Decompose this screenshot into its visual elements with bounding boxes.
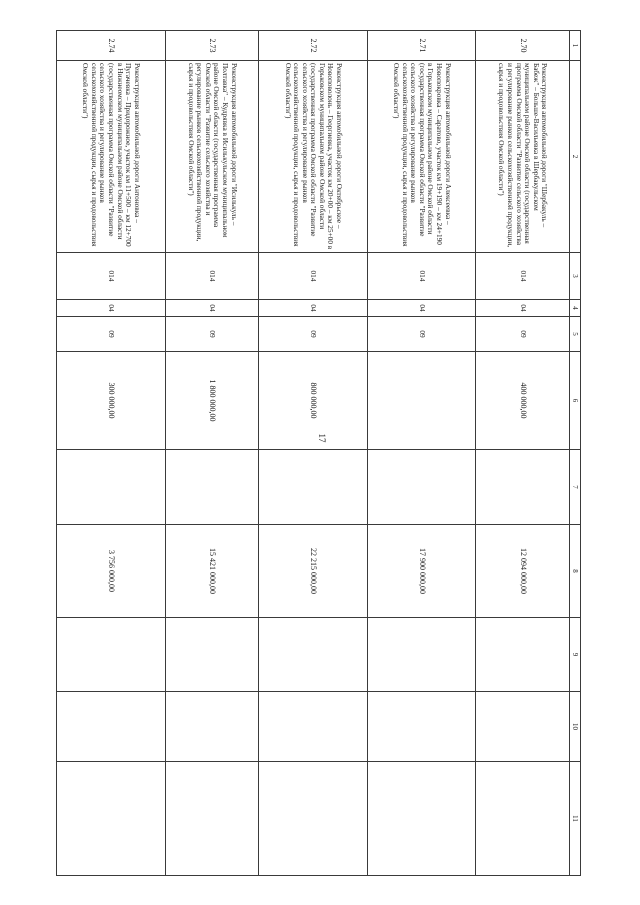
cell-col-11 (476, 762, 570, 876)
cell-col-5: 09 (57, 317, 166, 352)
table-row (259, 31, 368, 876)
cell-col-8: 12 094 000,00 (476, 525, 570, 618)
page-number: 17 (317, 433, 327, 443)
row-number: 2.72 (259, 31, 368, 61)
cell-col-6: 400 000,00 (476, 352, 570, 450)
cell-col-8: 17 900 000,00 (367, 525, 476, 618)
cell-col-11 (367, 762, 476, 876)
table-row (57, 31, 166, 876)
column-header-7: 7 (570, 450, 581, 525)
cell-col-10 (57, 692, 166, 762)
cell-col-3: 014 (57, 253, 166, 300)
cell-col-6: 1 800 000,00 (165, 352, 259, 450)
cell-col-4: 04 (165, 300, 259, 317)
cell-col-8: 15 421 000,00 (165, 525, 259, 618)
column-header-2: 2 (570, 61, 581, 253)
row-number: 2.73 (165, 31, 259, 61)
column-header-4: 4 (570, 300, 581, 317)
cell-col-10 (476, 692, 570, 762)
cell-col-7 (165, 450, 259, 525)
cell-col-6 (367, 352, 476, 450)
cell-col-11 (57, 762, 166, 876)
cell-col-5: 09 (259, 317, 368, 352)
cell-col-9 (57, 618, 166, 692)
cell-col-10 (367, 692, 476, 762)
project-description: Реконструкция автомобильной дороги "Шербакуль – Бабеж" – Больше-Васильевка в Шербакульском муниципальном районе Омской области (государственная программа Омской области "Развитие сельского хозяйства и регулирование рынков сельскохозяйственной продукции, сырья и продовольствия Омской области") (476, 61, 570, 253)
cell-col-7 (57, 450, 166, 525)
column-header-9: 9 (570, 618, 581, 692)
row-number: 2.71 (367, 31, 476, 61)
cell-col-3: 014 (367, 253, 476, 300)
cell-col-3: 014 (476, 253, 570, 300)
cell-col-3: 014 (259, 253, 368, 300)
cell-col-7 (367, 450, 476, 525)
cell-col-8: 22 215 000,00 (259, 525, 368, 618)
cell-col-5: 09 (165, 317, 259, 352)
cell-col-7 (259, 450, 368, 525)
column-header-6: 6 (570, 352, 581, 450)
cell-col-4: 04 (367, 300, 476, 317)
row-number: 2.74 (57, 31, 166, 61)
table-row (476, 31, 570, 876)
cell-col-5: 09 (476, 317, 570, 352)
project-description: Реконструкция автомобильной дороги Антоновка – Пугачевка – Придорожное, участок км 11+500 – км 12+700 в Нижнеомском муниципальном районе Омской области (государственная программа Омской области "Развитие сельского хозяйства и регулирование рынков сельскохозяйственной продукции, сырья и продовольствия Омской области") (57, 61, 166, 253)
cell-col-9 (476, 618, 570, 692)
cell-col-4: 04 (57, 300, 166, 317)
cell-col-8: 3 756 000,00 (57, 525, 166, 618)
rotated-page-content (56, 30, 581, 875)
cell-col-6: 800 000,00 (259, 352, 368, 450)
budget-table (56, 30, 581, 876)
column-header-5: 5 (570, 317, 581, 352)
project-description: Реконструкция автомобильной дороги "Исилькуль – Полтавка" – Кудрявка в Исилькульском муниципальном районе Омской области (государственная программа Омской области "Развитие сельского хозяйства и регулирование рынков сельскохозяйственной продукции, сырья и продовольствия Омской области") (165, 61, 259, 253)
table-row (165, 31, 259, 876)
cell-col-10 (259, 692, 368, 762)
row-number: 2.70 (476, 31, 570, 61)
cell-col-9 (165, 618, 259, 692)
cell-col-11 (165, 762, 259, 876)
project-description: Реконструкция автомобильной дороги Октябрьское – Новоповолонь – Георгиевка, участок км 20+00 – км 25+00 в Горьковском муниципальном районе Омской области (государственная программа Омской области "Развитие сельского хозяйства и регулирование рынков сельскохозяйственной продукции, сырья и продовольствия Омской области") (259, 61, 368, 253)
column-header-10: 10 (570, 692, 581, 762)
column-header-1: 1 (570, 31, 581, 61)
cell-col-10 (165, 692, 259, 762)
cell-col-3: 014 (165, 253, 259, 300)
column-number-header (570, 31, 581, 876)
cell-col-4: 04 (476, 300, 570, 317)
column-header-8: 8 (570, 525, 581, 618)
cell-col-4: 04 (259, 300, 368, 317)
cell-col-9 (259, 618, 368, 692)
column-header-11: 11 (570, 762, 581, 876)
table-row (367, 31, 476, 876)
cell-col-6: 300 000,00 (57, 352, 166, 450)
cell-col-7 (476, 450, 570, 525)
cell-col-5: 09 (367, 317, 476, 352)
column-header-3: 3 (570, 253, 581, 300)
cell-col-11 (259, 762, 368, 876)
project-description: Реконструкция автомобильной дороги Алексеевка – Новопокровка – Саратово, участок км 19+190 – км 24+190 в Горьковском муниципальном районе Омской области (государственная программа Омской области "Развитие сельского хозяйства и регулирование рынков сельскохозяйственной продукции, сырья и продовольствия Омской области") (367, 61, 476, 253)
cell-col-9 (367, 618, 476, 692)
